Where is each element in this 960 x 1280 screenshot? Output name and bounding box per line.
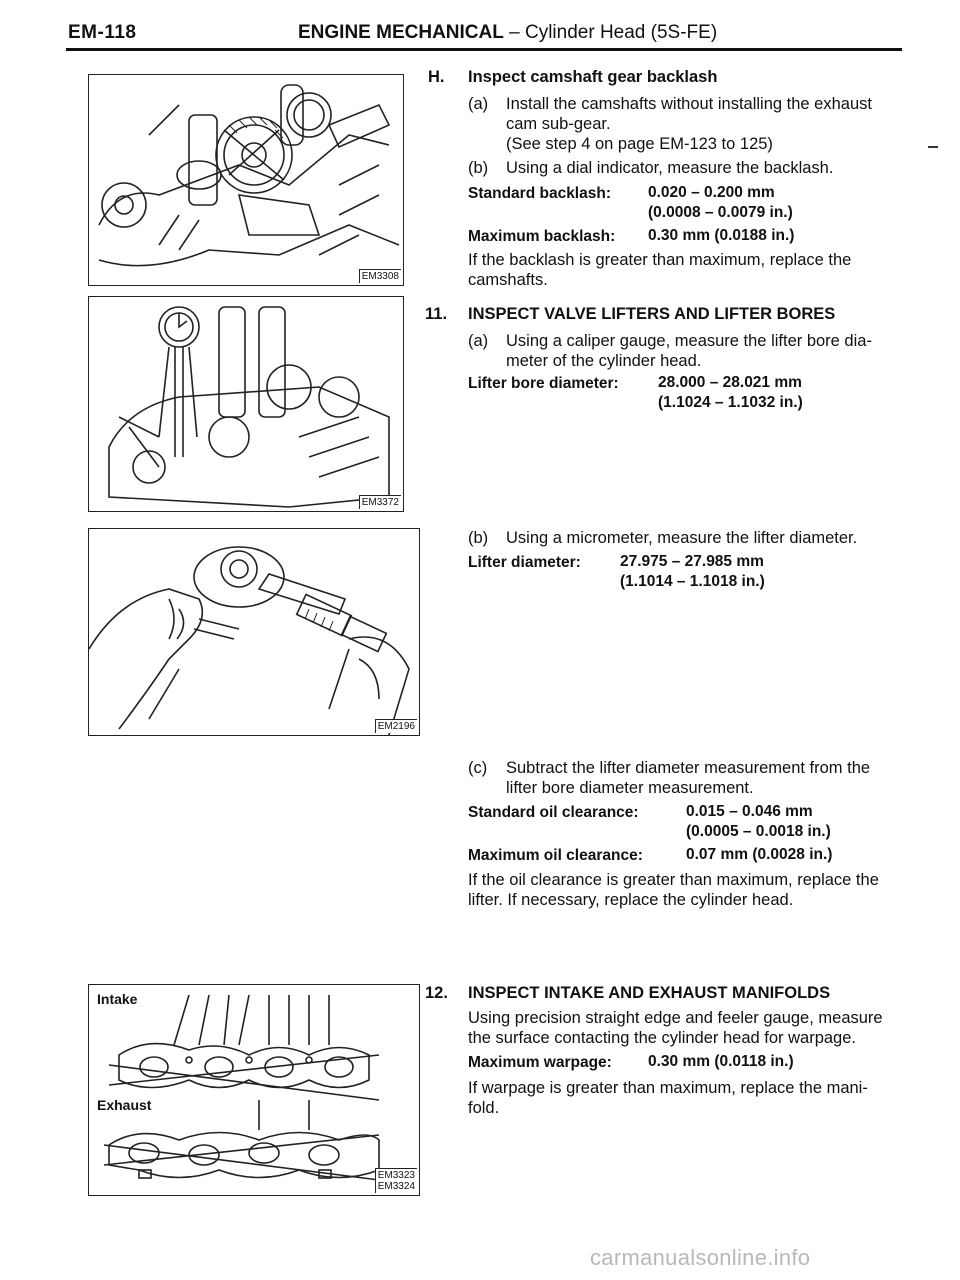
spec-label: Lifter diameter:	[468, 554, 581, 571]
figure-camshaft-backlash	[88, 74, 404, 286]
step-text: cam sub-gear.	[506, 115, 611, 133]
step-text: Install the camshafts without installing the exhaust	[506, 95, 872, 113]
step-text: Using a caliper gauge, measure the lifter bore dia-	[506, 332, 872, 350]
section-12-marker: 12.	[425, 984, 448, 1002]
note-text: fold.	[468, 1099, 500, 1117]
spec-value: 0.30 mm (0.0118 in.)	[648, 1053, 794, 1070]
margin-mark	[928, 146, 938, 148]
section-h-title: Inspect camshaft gear backlash	[468, 68, 718, 86]
note-text: lifter. If necessary, replace the cylinder head.	[468, 891, 794, 909]
spec-value: 28.000 – 28.021 mm	[658, 374, 802, 391]
step-marker: (b)	[468, 159, 489, 177]
camshaft-gear-illustration	[89, 75, 403, 285]
step-text: Using a micrometer, measure the lifter diameter.	[506, 529, 858, 547]
spec-value: (1.1014 – 1.1018 in.)	[620, 573, 765, 590]
title-separator: –	[509, 22, 520, 43]
section-12-title: INSPECT INTAKE AND EXHAUST MANIFOLDS	[468, 984, 831, 1002]
spec-value: 0.30 mm (0.0188 in.)	[648, 227, 795, 244]
body-text: the surface contacting the cylinder head for warpage.	[468, 1029, 856, 1047]
figure-code: EM3308	[359, 269, 401, 283]
spec-value: (0.0005 – 0.0018 in.)	[686, 823, 831, 840]
spec-label: Standard oil clearance:	[468, 804, 639, 821]
step-marker: (a)	[468, 332, 489, 350]
page-title	[298, 22, 717, 44]
figure-code: EM3323 EM3324	[375, 1168, 417, 1193]
step-text: lifter bore diameter measurement.	[506, 779, 754, 797]
subsection-name: Cylinder Head (5S-FE)	[524, 22, 718, 43]
figure-label-exhaust: Exhaust	[97, 1097, 152, 1113]
step-marker: (b)	[468, 529, 489, 547]
figure-manifolds	[88, 984, 420, 1196]
spec-label: Maximum warpage:	[468, 1054, 612, 1071]
body-text: Using precision straight edge and feeler gauge, measure	[468, 1009, 883, 1027]
spec-label: Standard backlash:	[468, 185, 611, 202]
section-h-marker: H.	[428, 68, 445, 86]
spec-value: 0.015 – 0.046 mm	[686, 803, 813, 820]
figure-lifter-bore	[88, 296, 404, 512]
step-text: Using a dial indicator, measure the backlash.	[506, 159, 834, 177]
spec-value: 27.975 – 27.985 mm	[620, 553, 764, 570]
manifold-warpage-illustration	[89, 985, 419, 1195]
step-text: Subtract the lifter diameter measurement from the	[506, 759, 871, 777]
section-11-marker: 11.	[425, 305, 448, 323]
spec-value: 0.07 mm (0.0028 in.)	[686, 846, 833, 863]
micrometer-illustration	[89, 529, 419, 735]
figure-code: EM2196	[375, 719, 417, 733]
figure-code: EM3372	[359, 495, 401, 509]
figure-micrometer	[88, 528, 420, 736]
note-text: If the backlash is greater than maximum, replace the	[468, 251, 852, 269]
spec-value: 0.020 – 0.200 mm	[648, 184, 775, 201]
section-name: ENGINE MECHANICAL	[298, 22, 504, 43]
step-marker: (a)	[468, 95, 489, 113]
step-text: meter of the cylinder head.	[506, 352, 702, 370]
figure-label-intake: Intake	[97, 991, 138, 1007]
note-text: camshafts.	[468, 271, 548, 289]
note-text: If the oil clearance is greater than maximum, replace the	[468, 871, 879, 889]
note-text: If warpage is greater than maximum, replace the mani-	[468, 1079, 868, 1097]
header-rule	[66, 48, 902, 51]
spec-value: (1.1024 – 1.1032 in.)	[658, 394, 803, 411]
step-reference: (See step 4 on page EM-123 to 125)	[506, 135, 773, 153]
spec-label: Maximum backlash:	[468, 228, 616, 245]
watermark-text: carmanualsonline.info	[590, 1245, 811, 1270]
section-11-title: INSPECT VALVE LIFTERS AND LIFTER BORES	[468, 305, 836, 323]
spec-label: Lifter bore diameter:	[468, 375, 619, 392]
spec-value: (0.0008 – 0.0079 in.)	[648, 204, 793, 221]
page-number: EM-118	[68, 22, 137, 43]
spec-label: Maximum oil clearance:	[468, 847, 643, 864]
step-marker: (c)	[468, 759, 488, 777]
caliper-gauge-illustration	[89, 297, 403, 511]
